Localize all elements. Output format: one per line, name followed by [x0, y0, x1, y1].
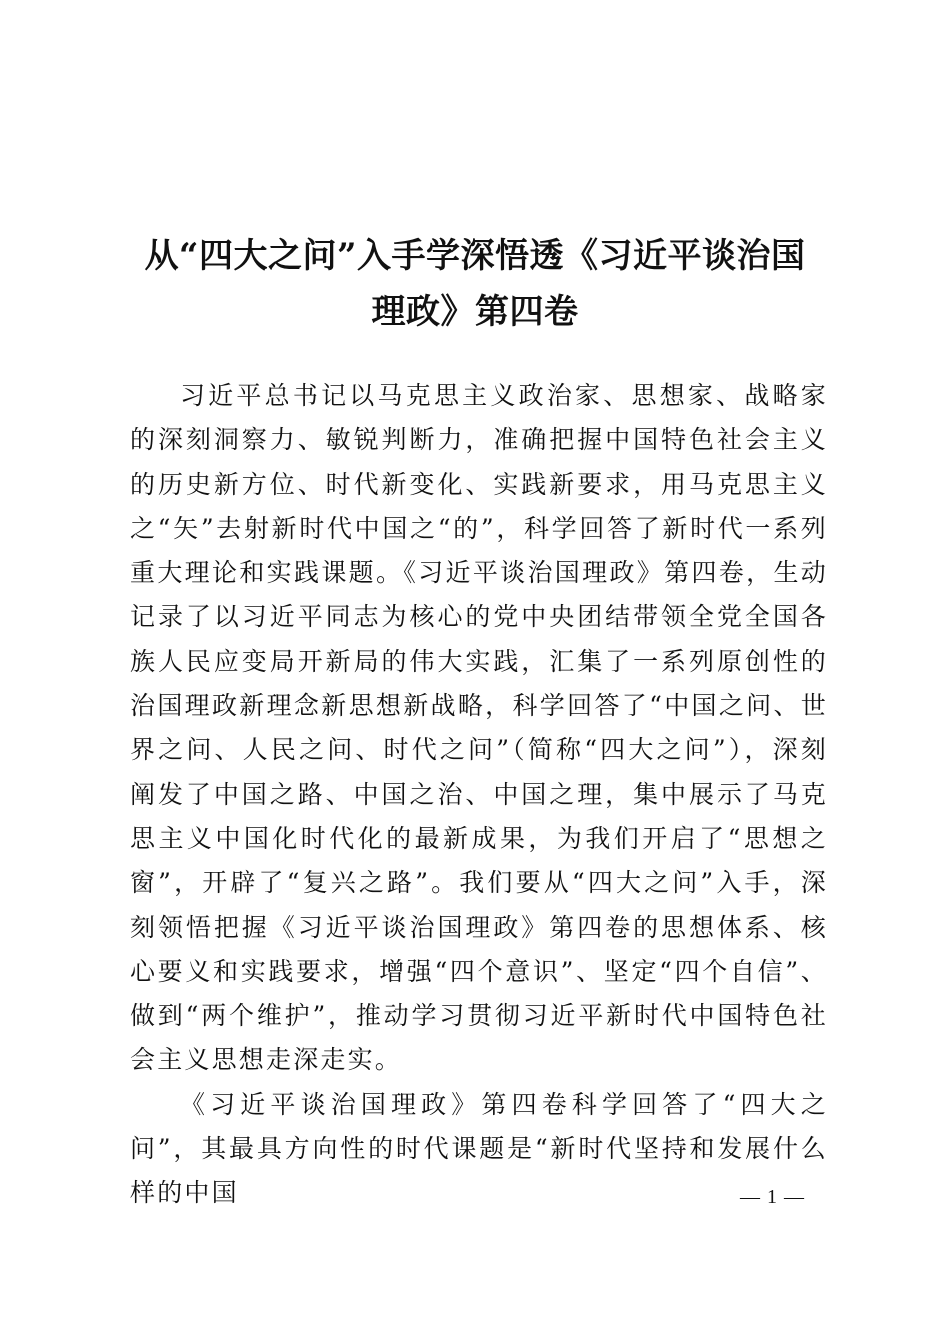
document-body — [130, 374, 828, 1216]
page-number: — 1 — — [740, 1186, 805, 1208]
title-line-2: 理政》第四卷 — [371, 292, 579, 332]
document-title — [100, 228, 850, 340]
body-paragraph-1: 习近平总书记以马克思主义政治家、思想家、战略家的深刻洞察力、敏锐判断力，准确把握中国特色社会主义的历史新方位、时代新变化、实践新要求，用马克思主义之“矢”去射新时代中国之“的”，科学回答了新时代一系列重大理论和实践课题。《习近平谈治国理政》第四卷，生动记录了以习近平同志为核心的党中央团结带领全党全国各族人民应变局开新局的伟大实践，汇集了一系列原创性的治国理政新理念新思想新战略，科学回答了“中国之问、世界之问、人民之问、时代之问”（简称“四大之问”），深刻阐发了中国之路、中国之治、中国之理，集中展示了马克思主义中国化时代化的最新成果，为我们开启了“思想之窗”，开辟了“复兴之路”。我们要从“四大之问”入手，深刻领悟把握《习近平谈治国理政》第四卷的思想体系、核心要义和实践要求，增强“四个意识”、坚定“四个自信”、做到“两个维护”，推动学习贯彻习近平新时代中国特色社会主义思想走深走实。 — [130, 381, 828, 1075]
body-paragraph-2: 《习近平谈治国理政》第四卷科学回答了“四大之问”，其最具方向性的时代课题是“新时代坚持和发展什么样的中国 — [130, 1089, 828, 1208]
title-line-1: 从“四大之问”入手学深悟透《习近平谈治国 — [144, 236, 806, 276]
